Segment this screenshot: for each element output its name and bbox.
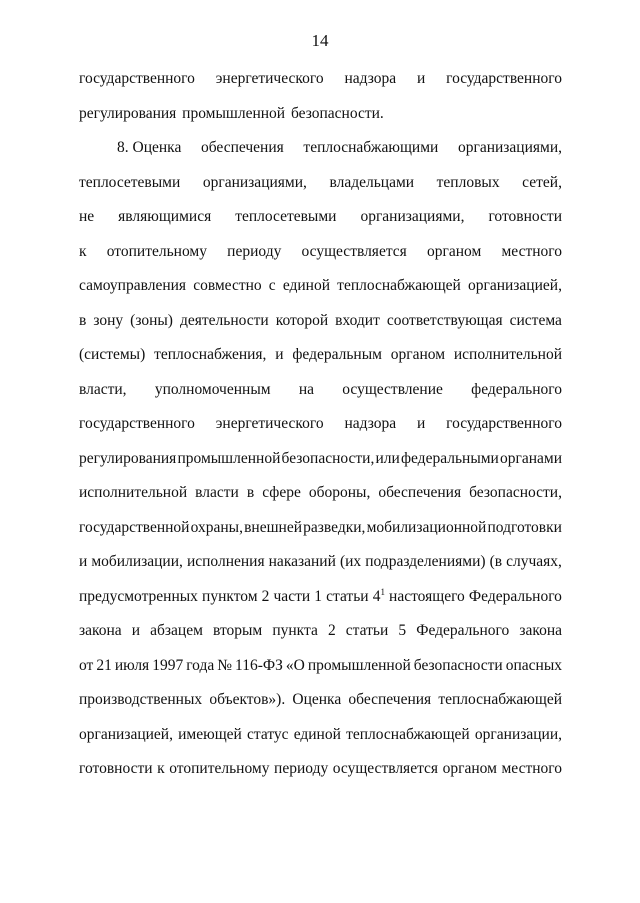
- word: (зоны): [130, 311, 173, 329]
- body-text: [79, 68, 562, 793]
- word: организациями,: [202, 173, 307, 191]
- word: на: [298, 380, 315, 398]
- page-number: 14: [311, 31, 329, 50]
- word: или: [375, 449, 400, 467]
- word: организацией,: [467, 277, 562, 294]
- word: осуществляется: [301, 242, 407, 260]
- word: государственного: [446, 70, 562, 87]
- text-line: [79, 482, 562, 517]
- word: «О: [285, 656, 305, 674]
- word: 2: [261, 587, 270, 605]
- word: и: [79, 553, 88, 570]
- word: энергетического: [215, 70, 324, 87]
- word: местного: [501, 242, 562, 260]
- word: разведки,: [303, 518, 366, 536]
- text-line: [79, 137, 562, 172]
- word: и: [275, 346, 284, 363]
- word: 2: [327, 622, 336, 639]
- word: закона: [79, 622, 122, 639]
- word: статус: [247, 725, 289, 743]
- word: исполнения: [186, 553, 265, 570]
- word: теплоснабжающей: [346, 725, 470, 743]
- text-line: [79, 241, 562, 276]
- word: имеющей: [178, 725, 242, 743]
- word: настоящего: [389, 587, 465, 605]
- word: обеспечения: [378, 484, 462, 501]
- word: теплоснабжающими: [303, 139, 439, 156]
- word: и: [416, 415, 426, 432]
- word: теплоснабжающей: [337, 277, 461, 294]
- text-line: [79, 68, 562, 103]
- word: статьи: [345, 622, 389, 639]
- footnote-superscript: 1: [380, 586, 385, 597]
- word: производственных: [79, 691, 203, 708]
- word: части: [273, 587, 311, 605]
- word: местного: [501, 760, 562, 777]
- word: абзацем: [150, 622, 203, 639]
- word: государственного: [79, 70, 195, 87]
- word: в: [79, 311, 87, 329]
- word: к: [79, 242, 87, 260]
- word: теплосетевыми: [79, 173, 181, 191]
- word: система: [509, 311, 562, 329]
- word: (в: [489, 553, 503, 570]
- word: осуществление: [342, 380, 443, 398]
- text-line: [79, 344, 562, 379]
- word: года: [186, 656, 215, 674]
- text-line: [79, 655, 562, 690]
- word: теплоснабжающей: [438, 691, 562, 708]
- word: которой: [275, 311, 329, 329]
- text-line: [79, 724, 562, 759]
- word: деятельности: [179, 311, 269, 329]
- word: совместно: [193, 277, 262, 294]
- word: Федерального: [416, 622, 510, 639]
- word: обеспечения: [348, 691, 432, 708]
- word: организациями,: [360, 208, 465, 225]
- word: 8. Оценка: [117, 139, 182, 156]
- word: пункта: [272, 622, 318, 639]
- word: июля: [114, 656, 150, 674]
- word: регулирования промышленной безопасности.: [79, 104, 384, 122]
- word: федерального: [471, 380, 562, 398]
- text-line: [79, 103, 562, 138]
- word: (системы): [79, 346, 146, 363]
- word: сетей,: [522, 173, 562, 191]
- word: органом: [390, 346, 446, 363]
- word: единой: [293, 725, 341, 743]
- word: объектов»).: [209, 691, 286, 708]
- text-line: [79, 689, 562, 724]
- word: регулирования: [79, 449, 177, 467]
- word: №: [217, 656, 233, 674]
- word: статьи: [326, 587, 369, 605]
- word: готовности: [79, 760, 153, 777]
- word: организацией,: [79, 725, 173, 743]
- word: государственного: [446, 415, 562, 432]
- text-line: [79, 206, 562, 241]
- word: промышленной: [177, 449, 281, 467]
- word: тепловых: [436, 173, 500, 191]
- text-line: [79, 758, 562, 793]
- text-line: [79, 517, 562, 552]
- word: и: [416, 70, 426, 87]
- word: 21: [96, 656, 112, 674]
- word: исполнительной: [453, 346, 562, 363]
- word: единой: [282, 277, 331, 294]
- text-line: [79, 620, 562, 655]
- word: исполнительной: [79, 484, 188, 501]
- word: отопительному: [106, 242, 207, 260]
- word: обеспечения: [201, 139, 284, 156]
- word: мобилизационной: [366, 518, 487, 536]
- word: организации,: [474, 725, 562, 743]
- word: 1997: [152, 656, 184, 674]
- word: федеральным: [292, 346, 382, 363]
- word: осуществляется: [332, 760, 439, 777]
- word: Федерального: [468, 587, 562, 605]
- word: сфере: [262, 484, 301, 501]
- word: с: [268, 277, 276, 294]
- text-line: [79, 586, 562, 621]
- text-line: [79, 448, 562, 483]
- word: федеральными: [400, 449, 499, 467]
- text-line: [79, 310, 562, 345]
- word: подготовки: [487, 518, 562, 536]
- word: обороны,: [308, 484, 371, 501]
- word: входит: [335, 311, 380, 329]
- word: вторым: [213, 622, 263, 639]
- word: уполномоченным: [154, 380, 271, 398]
- word: предусмотренных: [79, 587, 198, 605]
- word: от: [79, 656, 94, 674]
- word: самоуправления: [79, 277, 187, 294]
- word: теплоснабжения,: [154, 346, 267, 363]
- word: безопасности,: [469, 484, 562, 501]
- word: в: [246, 484, 255, 501]
- word: периоду: [227, 242, 282, 260]
- word: являющимися: [118, 208, 212, 225]
- word: органами: [499, 449, 562, 467]
- word: наказаний: [268, 553, 336, 570]
- word: подразделениями): [365, 553, 486, 570]
- word: закона: [519, 622, 562, 639]
- word: власти: [195, 484, 239, 501]
- word: не: [79, 208, 95, 225]
- word: Оценка: [292, 691, 342, 708]
- word: государственного: [79, 415, 195, 432]
- word: энергетического: [215, 415, 324, 432]
- word: теплосетевыми: [235, 208, 337, 225]
- word: надзора: [344, 70, 397, 87]
- word: готовности: [488, 208, 562, 225]
- word: промышленной: [307, 656, 411, 674]
- word: внешней: [244, 518, 303, 536]
- word: мобилизации,: [91, 553, 183, 570]
- word: 5: [398, 622, 407, 639]
- word: надзора: [344, 415, 397, 432]
- word: соответствующая: [386, 311, 503, 329]
- word: органом: [442, 760, 497, 777]
- word: государственной: [79, 518, 190, 536]
- word: охраны,: [190, 518, 243, 536]
- word: пунктом: [202, 587, 258, 605]
- word: безопасности,: [281, 449, 375, 467]
- word: безопасности: [413, 656, 503, 674]
- text-line: [79, 275, 562, 310]
- word: владельцами: [329, 173, 415, 191]
- word: случаях,: [506, 553, 562, 570]
- word: (их: [339, 553, 362, 570]
- text-line: [79, 379, 562, 414]
- word: периоду: [274, 760, 329, 777]
- word: опасных: [505, 656, 562, 674]
- word: органом: [427, 242, 482, 260]
- word: 116-ФЗ: [235, 656, 283, 674]
- word: $4^1$: [372, 586, 385, 605]
- word: организациями,: [457, 139, 562, 156]
- text-line: [79, 413, 562, 448]
- word: власти,: [79, 380, 127, 398]
- word: отопительному: [169, 760, 270, 777]
- text-line: [79, 551, 562, 586]
- word: зону: [93, 311, 124, 329]
- word: к: [157, 760, 165, 777]
- word: 1: [314, 587, 322, 605]
- word: и: [131, 622, 141, 639]
- text-line: [79, 172, 562, 207]
